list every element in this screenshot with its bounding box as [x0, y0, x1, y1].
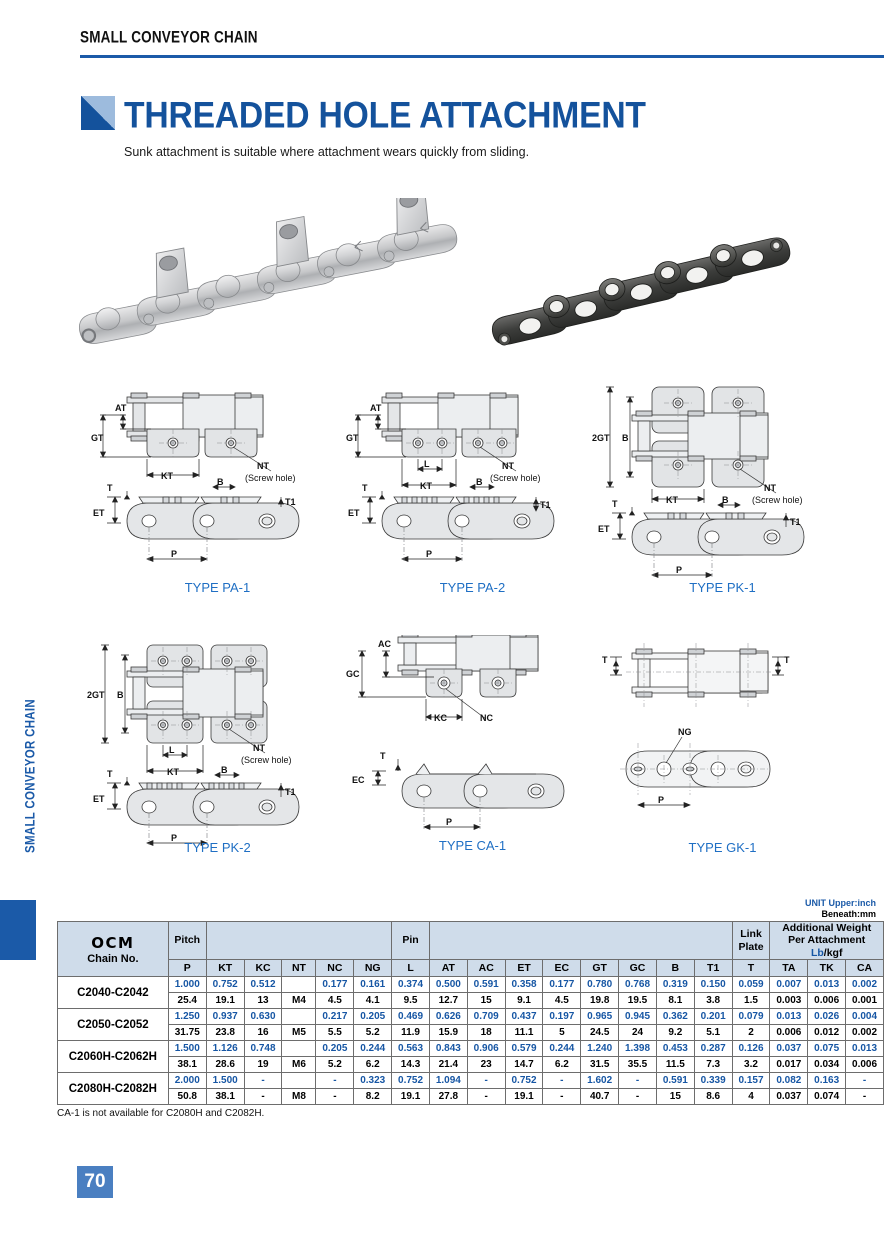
- cell-ca-inch: 0.013: [846, 1041, 884, 1057]
- svg-text:GT: GT: [91, 433, 104, 443]
- svg-text:GT: GT: [346, 433, 359, 443]
- cell-t1-inch: 0.287: [694, 1041, 732, 1057]
- cell-ca-mm: 0.001: [846, 993, 884, 1009]
- cell-ac-inch: 0.591: [467, 977, 505, 993]
- cell-kc-inch: 0.748: [244, 1041, 282, 1057]
- chain-number-cell: C2060H-C2062H: [58, 1041, 169, 1073]
- cell-et-inch: 0.579: [505, 1041, 543, 1057]
- cell-ec-inch: 0.244: [543, 1041, 581, 1057]
- cell-l-inch: 0.563: [392, 1041, 430, 1057]
- cell-at-inch: 0.626: [429, 1009, 467, 1025]
- cell-nc-mm: -: [316, 1089, 354, 1105]
- cell-kt-inch: 0.752: [206, 977, 244, 993]
- column-symbol-nt: NT: [282, 960, 316, 977]
- cell-l-mm: 14.3: [392, 1057, 430, 1073]
- cell-ng-mm: 4.1: [354, 993, 392, 1009]
- cell-p-inch: 1.250: [168, 1009, 206, 1025]
- cell-l-mm: 11.9: [392, 1025, 430, 1041]
- svg-text:(Screw hole): (Screw hole): [752, 495, 803, 505]
- chain-number-cell: C2040-C2042: [58, 977, 169, 1009]
- cell-et-inch: 0.358: [505, 977, 543, 993]
- cell-et-inch: 0.437: [505, 1009, 543, 1025]
- svg-text:T: T: [362, 483, 368, 493]
- svg-text:T: T: [784, 655, 790, 665]
- weight-unit-lb: Lb: [810, 946, 824, 959]
- cell-kc-mm: 13: [244, 993, 282, 1009]
- table-row: [58, 1025, 884, 1041]
- svg-text:B: B: [217, 477, 224, 487]
- cell-t-inch: 0.079: [732, 1009, 770, 1025]
- cell-l-mm: 9.5: [392, 993, 430, 1009]
- group-header-additional-weight: [770, 922, 884, 960]
- svg-text:KT: KT: [420, 481, 432, 491]
- svg-text:T: T: [602, 655, 608, 665]
- svg-text:T: T: [612, 499, 618, 509]
- svg-text:NT: NT: [253, 743, 265, 753]
- diagram-label-pa-1: TYPE PA-1: [184, 580, 251, 595]
- unit-note-line1: UNIT Upper:inch: [805, 898, 876, 908]
- cell-ca-inch: 0.002: [846, 977, 884, 993]
- cell-gt-inch: 1.602: [581, 1073, 619, 1089]
- cell-nt-inch: [282, 977, 316, 993]
- cell-p-mm: 31.75: [168, 1025, 206, 1041]
- page-subtitle: Sunk attachment is suitable where attachment wears quickly from sliding.: [124, 145, 530, 159]
- cell-gt-inch: 0.965: [581, 1009, 619, 1025]
- cell-ng-inch: 0.205: [354, 1009, 392, 1025]
- cell-et-mm: 11.1: [505, 1025, 543, 1041]
- cell-b-inch: 0.362: [656, 1009, 694, 1025]
- specification-table: [57, 921, 884, 1105]
- table-row: [58, 1089, 884, 1105]
- diagram-type-pa-1: [85, 375, 350, 605]
- svg-text:ET: ET: [348, 508, 360, 518]
- cell-kt-mm: 23.8: [206, 1025, 244, 1041]
- column-symbol-kt: KT: [206, 960, 244, 977]
- cell-kc-inch: 0.630: [244, 1009, 282, 1025]
- cell-ca-inch: -: [846, 1073, 884, 1089]
- svg-text:NC: NC: [480, 713, 493, 723]
- cell-b-mm: 8.1: [656, 993, 694, 1009]
- cell-nt-mm: M4: [282, 993, 316, 1009]
- diagram-type-pa-2: [340, 375, 605, 605]
- cell-t-mm: 2: [732, 1025, 770, 1041]
- svg-text:P: P: [676, 565, 683, 575]
- diagram-type-pk-2: [85, 635, 350, 865]
- column-symbol-et: ET: [505, 960, 543, 977]
- cell-gt-inch: 1.240: [581, 1041, 619, 1057]
- sidebar-tab: [0, 0, 42, 1250]
- svg-text:NT: NT: [502, 461, 514, 471]
- cell-b-mm: 9.2: [656, 1025, 694, 1041]
- cell-ta-inch: 0.082: [770, 1073, 808, 1089]
- cell-kt-inch: 0.937: [206, 1009, 244, 1025]
- weight-line1: Additional Weight: [782, 922, 872, 935]
- diagram-label-pa-2: TYPE PA-2: [439, 580, 506, 595]
- svg-text:KT: KT: [167, 767, 179, 777]
- cell-kc-mm: 19: [244, 1057, 282, 1073]
- cell-ca-mm: 0.002: [846, 1025, 884, 1041]
- column-symbol-kc: KC: [244, 960, 282, 977]
- cell-kc-inch: -: [244, 1073, 282, 1089]
- diagram-type-ca-1: [340, 635, 605, 865]
- cell-ta-inch: 0.007: [770, 977, 808, 993]
- group-header-attachment-blank: [206, 922, 391, 960]
- group-header-pin: Pin: [392, 922, 430, 960]
- cell-t1-inch: 0.339: [694, 1073, 732, 1089]
- cell-t-mm: 4: [732, 1089, 770, 1105]
- cell-et-inch: 0.752: [505, 1073, 543, 1089]
- link-plate-line2: Plate: [738, 940, 764, 953]
- title-diamond-icon: [81, 96, 115, 130]
- cell-t1-mm: 7.3: [694, 1057, 732, 1073]
- cell-kc-mm: 16: [244, 1025, 282, 1041]
- svg-text:EC: EC: [352, 775, 365, 785]
- ocm-logo-subtitle: Chain No.: [87, 952, 139, 965]
- cell-l-inch: 0.374: [392, 977, 430, 993]
- cell-nt-mm: M8: [282, 1089, 316, 1105]
- cell-ta-mm: 0.037: [770, 1089, 808, 1105]
- cell-t1-mm: 5.1: [694, 1025, 732, 1041]
- cell-p-inch: 1.000: [168, 977, 206, 993]
- cell-gt-mm: 19.8: [581, 993, 619, 1009]
- column-symbol-at: AT: [429, 960, 467, 977]
- diagram-label-ca-1: TYPE CA-1: [438, 838, 507, 853]
- cell-t1-inch: 0.150: [694, 977, 732, 993]
- svg-text:B: B: [476, 477, 483, 487]
- cell-tk-mm: 0.034: [808, 1057, 846, 1073]
- svg-text:KT: KT: [161, 471, 173, 481]
- chain-number-cell: C2050-C2052: [58, 1009, 169, 1041]
- cell-ta-inch: 0.013: [770, 1009, 808, 1025]
- cell-p-inch: 1.500: [168, 1041, 206, 1057]
- photo-black-chain-with-threaded-holes: [472, 215, 812, 360]
- cell-nt-mm: M5: [282, 1025, 316, 1041]
- column-symbol-b: B: [656, 960, 694, 977]
- column-symbol-gc: GC: [619, 960, 657, 977]
- cell-l-mm: 19.1: [392, 1089, 430, 1105]
- svg-text:P: P: [658, 795, 665, 805]
- svg-text:ET: ET: [93, 794, 105, 804]
- cell-t-inch: 0.126: [732, 1041, 770, 1057]
- unit-note: [805, 898, 876, 921]
- cell-at-mm: 12.7: [429, 993, 467, 1009]
- cell-gc-inch: -: [619, 1073, 657, 1089]
- cell-ac-inch: -: [467, 1073, 505, 1089]
- cell-gc-inch: 0.945: [619, 1009, 657, 1025]
- cell-ac-mm: -: [467, 1089, 505, 1105]
- diagram-type-pk-1: [590, 375, 855, 605]
- table-footnote: CA-1 is not available for C2080H and C2082H.: [57, 1108, 265, 1119]
- column-symbol-gt: GT: [581, 960, 619, 977]
- cell-ng-inch: 0.323: [354, 1073, 392, 1089]
- cell-ec-mm: 6.2: [543, 1057, 581, 1073]
- cell-b-inch: 0.319: [656, 977, 694, 993]
- cell-t1-mm: 8.6: [694, 1089, 732, 1105]
- cell-b-inch: 0.453: [656, 1041, 694, 1057]
- cell-p-mm: 38.1: [168, 1057, 206, 1073]
- cell-ec-mm: 4.5: [543, 993, 581, 1009]
- cell-gc-inch: 0.768: [619, 977, 657, 993]
- svg-text:B: B: [221, 765, 228, 775]
- svg-text:AT: AT: [370, 403, 382, 413]
- svg-text:L: L: [424, 459, 430, 469]
- svg-text:T: T: [380, 751, 386, 761]
- page-title: THREADED HOLE ATTACHMENT: [124, 94, 646, 136]
- cell-p-mm: 25.4: [168, 993, 206, 1009]
- group-header-pitch: Pitch: [168, 922, 206, 960]
- column-symbol-tk: TK: [808, 960, 846, 977]
- svg-text:KT: KT: [666, 495, 678, 505]
- cell-b-mm: 11.5: [656, 1057, 694, 1073]
- svg-text:P: P: [171, 833, 178, 843]
- svg-text:P: P: [426, 549, 433, 559]
- diagram-label-pk-1: TYPE PK-1: [689, 580, 756, 595]
- table-row: [58, 993, 884, 1009]
- svg-text:P: P: [446, 817, 453, 827]
- table-row: [58, 1009, 884, 1025]
- header-rule: [80, 55, 884, 58]
- cell-nc-mm: 5.5: [316, 1025, 354, 1041]
- cell-at-mm: 27.8: [429, 1089, 467, 1105]
- cell-kt-inch: 1.126: [206, 1041, 244, 1057]
- cell-gt-mm: 24.5: [581, 1025, 619, 1041]
- running-head-text: SMALL CONVEYOR CHAIN: [80, 27, 258, 46]
- cell-at-inch: 0.843: [429, 1041, 467, 1057]
- photo-silver-chain-with-tab-attachments: [62, 198, 482, 363]
- cell-gt-inch: 0.780: [581, 977, 619, 993]
- cell-nc-mm: 4.5: [316, 993, 354, 1009]
- page-number: 70: [77, 1166, 113, 1198]
- svg-text:L: L: [169, 745, 175, 755]
- table-row: [58, 1057, 884, 1073]
- cell-ng-inch: 0.244: [354, 1041, 392, 1057]
- table-header-group-row: [58, 922, 884, 960]
- svg-text:B: B: [117, 690, 124, 700]
- cell-at-inch: 1.094: [429, 1073, 467, 1089]
- cell-ca-mm: -: [846, 1089, 884, 1105]
- svg-text:(Screw hole): (Screw hole): [241, 755, 292, 765]
- table-row: [58, 1041, 884, 1057]
- cell-ac-mm: 23: [467, 1057, 505, 1073]
- cell-ta-inch: 0.037: [770, 1041, 808, 1057]
- svg-text:NT: NT: [257, 461, 269, 471]
- cell-et-mm: 19.1: [505, 1089, 543, 1105]
- chain-number-cell: C2080H-C2082H: [58, 1073, 169, 1105]
- cell-ac-mm: 15: [467, 993, 505, 1009]
- weight-unit-kgf: /kgf: [823, 946, 843, 959]
- cell-gc-mm: -: [619, 1089, 657, 1105]
- cell-kc-inch: 0.512: [244, 977, 282, 993]
- svg-text:P: P: [171, 549, 178, 559]
- cell-nc-inch: 0.217: [316, 1009, 354, 1025]
- svg-text:2GT: 2GT: [592, 433, 610, 443]
- cell-nc-mm: 5.2: [316, 1057, 354, 1073]
- column-symbol-ac: AC: [467, 960, 505, 977]
- weight-line3: [770, 947, 883, 959]
- column-symbol-ng: NG: [354, 960, 392, 977]
- svg-text:ET: ET: [598, 524, 610, 534]
- cell-nc-inch: -: [316, 1073, 354, 1089]
- table-row: [58, 977, 884, 993]
- column-symbol-nc: NC: [316, 960, 354, 977]
- cell-nt-inch: [282, 1009, 316, 1025]
- cell-nt-mm: M6: [282, 1057, 316, 1073]
- cell-nt-inch: [282, 1041, 316, 1057]
- diagram-label-gk-1: TYPE GK-1: [688, 840, 757, 855]
- table-row: [58, 1073, 884, 1089]
- cell-gt-mm: 40.7: [581, 1089, 619, 1105]
- column-symbol-t1: T1: [694, 960, 732, 977]
- svg-text:2GT: 2GT: [87, 690, 105, 700]
- table-symbol-row: [58, 960, 884, 977]
- cell-at-mm: 15.9: [429, 1025, 467, 1041]
- cell-at-inch: 0.500: [429, 977, 467, 993]
- cell-t-inch: 0.059: [732, 977, 770, 993]
- ocm-logo: OCM: [91, 933, 135, 952]
- svg-text:ET: ET: [93, 508, 105, 518]
- svg-text:(Screw hole): (Screw hole): [490, 473, 541, 483]
- group-header-dims-blank: [429, 922, 732, 960]
- cell-ca-inch: 0.004: [846, 1009, 884, 1025]
- table-logo-cell: [58, 922, 169, 977]
- column-symbol-p: P: [168, 960, 206, 977]
- cell-kt-inch: 1.500: [206, 1073, 244, 1089]
- group-header-link-plate: [732, 922, 770, 960]
- cell-kt-mm: 38.1: [206, 1089, 244, 1105]
- table-body: [58, 977, 884, 1105]
- cell-ng-mm: 8.2: [354, 1089, 392, 1105]
- cell-nc-inch: 0.205: [316, 1041, 354, 1057]
- cell-gc-mm: 24: [619, 1025, 657, 1041]
- svg-text:NG: NG: [678, 727, 692, 737]
- cell-t1-inch: 0.201: [694, 1009, 732, 1025]
- svg-text:T1: T1: [540, 500, 551, 510]
- svg-text:T1: T1: [285, 787, 296, 797]
- cell-nc-inch: 0.177: [316, 977, 354, 993]
- cell-l-inch: 0.469: [392, 1009, 430, 1025]
- cell-tk-mm: 0.012: [808, 1025, 846, 1041]
- sidebar-vertical-label: SMALL CONVEYOR CHAIN: [23, 698, 39, 854]
- cell-l-inch: 0.752: [392, 1073, 430, 1089]
- column-symbol-ta: TA: [770, 960, 808, 977]
- cell-t1-mm: 3.8: [694, 993, 732, 1009]
- cell-b-mm: 15: [656, 1089, 694, 1105]
- cell-et-mm: 9.1: [505, 993, 543, 1009]
- cell-t-inch: 0.157: [732, 1073, 770, 1089]
- svg-text:T1: T1: [790, 517, 801, 527]
- svg-text:KC: KC: [434, 713, 447, 723]
- cell-kc-mm: -: [244, 1089, 282, 1105]
- diagram-label-pk-2: TYPE PK-2: [184, 840, 251, 855]
- cell-gc-mm: 35.5: [619, 1057, 657, 1073]
- column-symbol-ec: EC: [543, 960, 581, 977]
- cell-tk-inch: 0.163: [808, 1073, 846, 1089]
- svg-text:(Screw hole): (Screw hole): [245, 473, 296, 483]
- cell-ng-mm: 5.2: [354, 1025, 392, 1041]
- cell-gt-mm: 31.5: [581, 1057, 619, 1073]
- column-symbol-ca: CA: [846, 960, 884, 977]
- svg-text:T: T: [107, 769, 113, 779]
- cell-ec-mm: 5: [543, 1025, 581, 1041]
- cell-ng-mm: 6.2: [354, 1057, 392, 1073]
- cell-ec-mm: -: [543, 1089, 581, 1105]
- sidebar-color-block: [0, 900, 36, 960]
- cell-t-mm: 3.2: [732, 1057, 770, 1073]
- svg-text:GC: GC: [346, 669, 360, 679]
- cell-tk-inch: 0.026: [808, 1009, 846, 1025]
- svg-text:AT: AT: [115, 403, 127, 413]
- cell-kt-mm: 28.6: [206, 1057, 244, 1073]
- running-head: [80, 27, 850, 48]
- column-symbol-t: T: [732, 960, 770, 977]
- cell-ac-mm: 18: [467, 1025, 505, 1041]
- cell-ta-mm: 0.003: [770, 993, 808, 1009]
- cell-b-inch: 0.591: [656, 1073, 694, 1089]
- cell-ta-mm: 0.017: [770, 1057, 808, 1073]
- svg-text:NT: NT: [764, 483, 776, 493]
- svg-text:B: B: [722, 495, 729, 505]
- svg-text:T1: T1: [285, 497, 296, 507]
- cell-ta-mm: 0.006: [770, 1025, 808, 1041]
- svg-text:B: B: [622, 433, 629, 443]
- cell-gc-mm: 19.5: [619, 993, 657, 1009]
- cell-ec-inch: -: [543, 1073, 581, 1089]
- cell-tk-inch: 0.075: [808, 1041, 846, 1057]
- cell-at-mm: 21.4: [429, 1057, 467, 1073]
- cell-ec-inch: 0.197: [543, 1009, 581, 1025]
- diagram-type-gk-1: [590, 635, 855, 865]
- weight-line2: Per Attachment: [788, 934, 866, 947]
- svg-text:T: T: [107, 483, 113, 493]
- link-plate-line1: Link: [740, 928, 762, 941]
- cell-ng-inch: 0.161: [354, 977, 392, 993]
- cell-tk-mm: 0.006: [808, 993, 846, 1009]
- cell-kt-mm: 19.1: [206, 993, 244, 1009]
- unit-note-line2: Beneath:mm: [821, 909, 876, 920]
- cell-nt-inch: [282, 1073, 316, 1089]
- cell-p-mm: 50.8: [168, 1089, 206, 1105]
- cell-p-inch: 2.000: [168, 1073, 206, 1089]
- cell-et-mm: 14.7: [505, 1057, 543, 1073]
- cell-ec-inch: 0.177: [543, 977, 581, 993]
- cell-ac-inch: 0.709: [467, 1009, 505, 1025]
- svg-text:AC: AC: [378, 639, 391, 649]
- column-symbol-l: L: [392, 960, 430, 977]
- cell-ca-mm: 0.006: [846, 1057, 884, 1073]
- cell-tk-inch: 0.013: [808, 977, 846, 993]
- cell-t-mm: 1.5: [732, 993, 770, 1009]
- cell-tk-mm: 0.074: [808, 1089, 846, 1105]
- cell-ac-inch: 0.906: [467, 1041, 505, 1057]
- cell-gc-inch: 1.398: [619, 1041, 657, 1057]
